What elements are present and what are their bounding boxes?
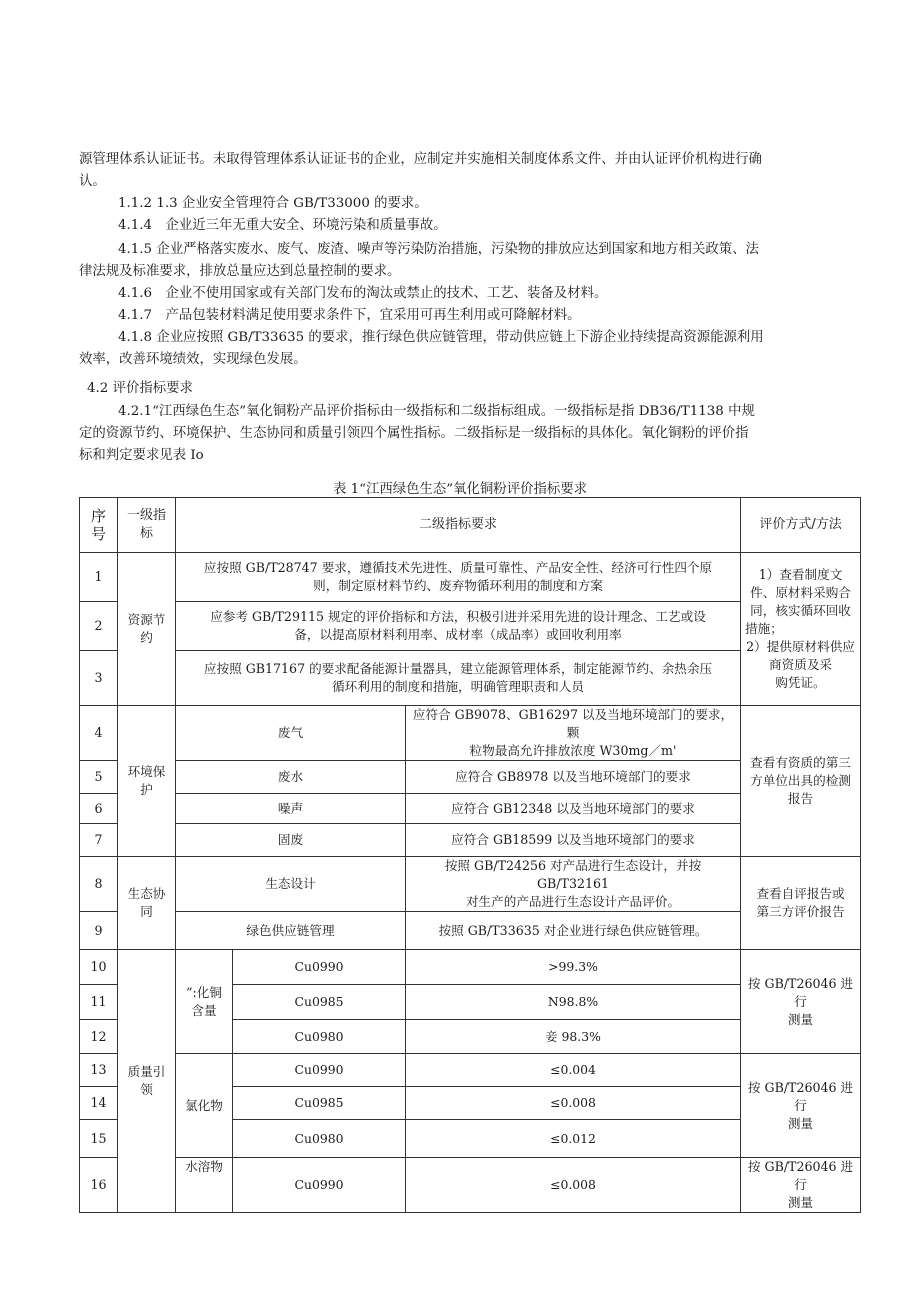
requirement-line: 则，制定原材料节约、废弃物循环利用的制度和方案 bbox=[313, 578, 603, 593]
seq-cell: 1 bbox=[80, 553, 118, 602]
seq-cell: 15 bbox=[80, 1120, 118, 1158]
requirement-cell bbox=[406, 706, 741, 761]
grade-cell: Cu0985 bbox=[233, 1087, 406, 1120]
seq-cell: 7 bbox=[80, 824, 118, 857]
grade-cell: Cu0990 bbox=[233, 950, 406, 985]
paragraph-line: 效率，改善环境绩效，实现绿色发展。 bbox=[79, 352, 307, 367]
seq-cell: 2 bbox=[80, 602, 118, 651]
item-cell: 废气 bbox=[176, 706, 406, 761]
paragraph-line: 4.2.1“江西绿色生态”氧化铜粉产品评价指标由一级指标和二级指标组成。一级指标是指 DB36/T1138 中规 bbox=[118, 404, 755, 419]
grade-cell: Cu0980 bbox=[233, 1020, 406, 1054]
method-line: 2）提供原材料供应 bbox=[746, 639, 855, 654]
method-line: 购凭证。 bbox=[775, 675, 826, 690]
grade-cell: Cu0985 bbox=[233, 985, 406, 1020]
level1-cell bbox=[118, 950, 176, 1213]
method-line: 查看自评报告或 bbox=[756, 886, 845, 901]
method-cell bbox=[741, 1054, 861, 1158]
grade-cell: Cu0990 bbox=[233, 1158, 406, 1213]
method-line: 方单位出具的检测 bbox=[750, 773, 851, 788]
method-cell bbox=[741, 950, 861, 1054]
seq-cell: 4 bbox=[80, 706, 118, 761]
paragraph-line: 源管理体系认证证书。未取得管理体系认证证书的企业，应制定并实施相关制度体系文件、并由认证评价机构进行确 bbox=[79, 152, 762, 167]
method-line: 按 GB/T26046 进行 bbox=[747, 1159, 854, 1192]
value-cell: ≤0.008 bbox=[406, 1158, 741, 1213]
table-row bbox=[80, 706, 861, 761]
requirement-cell bbox=[176, 602, 741, 651]
method-cell bbox=[741, 857, 861, 950]
seq-cell: 8 bbox=[80, 857, 118, 912]
seq-cell: 6 bbox=[80, 794, 118, 824]
requirement-cell bbox=[176, 553, 741, 602]
seq-cell: 10 bbox=[80, 950, 118, 985]
paragraph-line: 定的资源节约、环境保护、生态协同和质量引领四个属性指标。二级指标是一级指标的具体化。氧化铜粉的评价指 bbox=[79, 426, 749, 441]
requirement-cell: 应符合 GB8978 以及当地环境部门的要求 bbox=[406, 761, 741, 794]
table-row bbox=[80, 857, 861, 912]
item-line: 含量 bbox=[191, 1002, 217, 1018]
level1-cell: 资源节约 bbox=[118, 553, 176, 706]
value-cell: ≤0.004 bbox=[406, 1054, 741, 1087]
table-row bbox=[80, 1158, 861, 1213]
requirement-cell: 按照 GB/T33635 对企业进行绿色供应链管理。 bbox=[406, 912, 741, 950]
requirement-line: 应按照 GB17167 的要求配备能源计量器具，建立能源管理体系，制定能源节约、余热余压 bbox=[203, 661, 713, 676]
table-row bbox=[80, 950, 861, 985]
paragraph-line: 4.1.8 企业应按照 GB/T33635 的要求，推行绿色供应链管理，带动供应链上下游企业持续提高资源能源利用 bbox=[118, 330, 764, 345]
seq-cell: 16 bbox=[80, 1158, 118, 1213]
seq-cell: 14 bbox=[80, 1087, 118, 1120]
item-cell: 生态设计 bbox=[176, 857, 406, 912]
seq-cell: 11 bbox=[80, 985, 118, 1020]
paragraph-line: 4.1.6 企业不使用国家或有关部门发布的淘汰或禁止的技术、工艺、装备及材料。 bbox=[118, 286, 608, 301]
method-line: 查看有资质的第三 bbox=[750, 755, 851, 770]
method-line: 1）查看制度文 bbox=[758, 567, 843, 582]
header-seq: 序号 bbox=[80, 498, 118, 553]
grade-cell: Cu0990 bbox=[233, 1054, 406, 1087]
value-cell: ≤0.008 bbox=[406, 1087, 741, 1120]
value-cell: >99.3% bbox=[406, 950, 741, 985]
seq-cell: 3 bbox=[80, 651, 118, 706]
item-cell: 噪声 bbox=[176, 794, 406, 824]
method-line: 报告 bbox=[787, 791, 814, 806]
seq-cell: 9 bbox=[80, 912, 118, 950]
section-heading: 4.2 评价指标要求 bbox=[87, 381, 193, 396]
requirement-line: 应参考 GB/T29115 规定的评价指标和方法，积极引进并采用先进的设计理念、工艺或设 bbox=[210, 609, 706, 624]
method-line: 商资质及采 bbox=[769, 657, 832, 672]
value-cell: N98.8% bbox=[406, 985, 741, 1020]
requirement-cell: 应符合 GB12348 以及当地环境部门的要求 bbox=[406, 794, 741, 824]
paragraph-line: 标和判定要求见表 Io bbox=[79, 448, 204, 463]
seq-cell: 13 bbox=[80, 1054, 118, 1087]
requirement-line: 应符合 GB9078、GB16297 以及当地环境部门的要求，颗 bbox=[412, 707, 734, 740]
method-line: 测量 bbox=[787, 1011, 814, 1027]
grade-cell: Cu0980 bbox=[233, 1120, 406, 1158]
value-cell: 妾 98.3% bbox=[406, 1020, 741, 1054]
paragraph-line: 4.1.4 企业近三年无重大安全、环境污染和质量事故。 bbox=[118, 218, 447, 233]
quality-item-cell: 氯化物 bbox=[176, 1054, 233, 1158]
header-method: 评价方式/方法 bbox=[741, 498, 861, 553]
level1-line: 领 bbox=[140, 1082, 153, 1097]
header-level1: 一级指标 bbox=[118, 498, 176, 553]
header-level2: 二级指标要求 bbox=[176, 498, 741, 553]
method-line: 同，核实循环回收 bbox=[750, 603, 851, 618]
quality-item-cell: 水溶物 bbox=[176, 1158, 233, 1213]
method-line: 第三方评价报告 bbox=[756, 904, 845, 919]
evaluation-table bbox=[79, 497, 861, 1213]
item-cell: 固废 bbox=[176, 824, 406, 857]
method-cell bbox=[741, 706, 861, 857]
requirement-line: 备，以提高原材料利用率、成材率（成品率）或回收利用率 bbox=[294, 627, 622, 642]
requirement-line: 按照 GB/T24256 对产品进行生态设计，并按 GB/T32161 bbox=[444, 858, 702, 891]
method-line: 按 GB/T26046 进行 bbox=[747, 975, 854, 1009]
level1-line: 环境保 bbox=[127, 764, 166, 779]
requirement-cell bbox=[176, 651, 741, 706]
level1-cell: 生态协同 bbox=[118, 857, 176, 950]
paragraph-line: 认。 bbox=[79, 174, 106, 189]
paragraph-line: 4.1.5 企业严格落实废水、废气、废渣、噪声等污染防治措施，污染物的排放应达到国家和地方相关政策、法 bbox=[118, 242, 759, 257]
requirement-line: 对生产的产品进行生态设计产品评价。 bbox=[465, 894, 681, 909]
method-line: 测量 bbox=[787, 1115, 814, 1131]
method-line: 测量 bbox=[787, 1195, 814, 1210]
level1-cell bbox=[118, 706, 176, 857]
seq-cell: 5 bbox=[80, 761, 118, 794]
requirement-line: 循环利用的制度和措施，明确管理职责和人员 bbox=[332, 679, 584, 694]
paragraph-line: 4.1.7 产品包装材料满足使用要求条件下，宜采用可再生利用或可降解材料。 bbox=[118, 308, 581, 323]
requirement-line: 粒物最高允许排放浓度 W30mg／m' bbox=[469, 743, 677, 758]
paragraph-line: 律法规及标准要求，排放总量应达到总量控制的要求。 bbox=[79, 264, 401, 279]
paragraph-line: 1.1.2 1.3 企业安全管理符合 GB/T33000 的要求。 bbox=[118, 196, 428, 211]
quality-item-cell bbox=[176, 950, 233, 1054]
level1-line: 护 bbox=[140, 782, 153, 797]
seq-cell: 12 bbox=[80, 1020, 118, 1054]
table-row bbox=[80, 553, 861, 602]
value-cell: ≤0.012 bbox=[406, 1120, 741, 1158]
requirement-line: 应按照 GB/T28747 要求，遵循技术先进性、质量可靠性、产品安全性、经济可行性四个原 bbox=[203, 560, 713, 575]
item-cell: 绿色供应链管理 bbox=[176, 912, 406, 950]
method-line: 按 GB/T26046 进行 bbox=[747, 1079, 854, 1113]
table-caption: 表 1“江西绿色生态”氧化铜粉评价指标要求 bbox=[332, 482, 588, 497]
method-cell bbox=[741, 553, 861, 706]
method-cell bbox=[741, 1158, 861, 1213]
level1-line: 质量引 bbox=[127, 1064, 166, 1079]
item-cell: 废水 bbox=[176, 761, 406, 794]
item-line: ”:化铜 bbox=[186, 984, 222, 1000]
requirement-cell bbox=[406, 857, 741, 912]
method-line: 件、原材料采购合 bbox=[750, 585, 851, 600]
method-line: 措施； bbox=[745, 621, 783, 636]
table-row bbox=[80, 1054, 861, 1087]
requirement-cell: 应符合 GB18599 以及当地环境部门的要求 bbox=[406, 824, 741, 857]
